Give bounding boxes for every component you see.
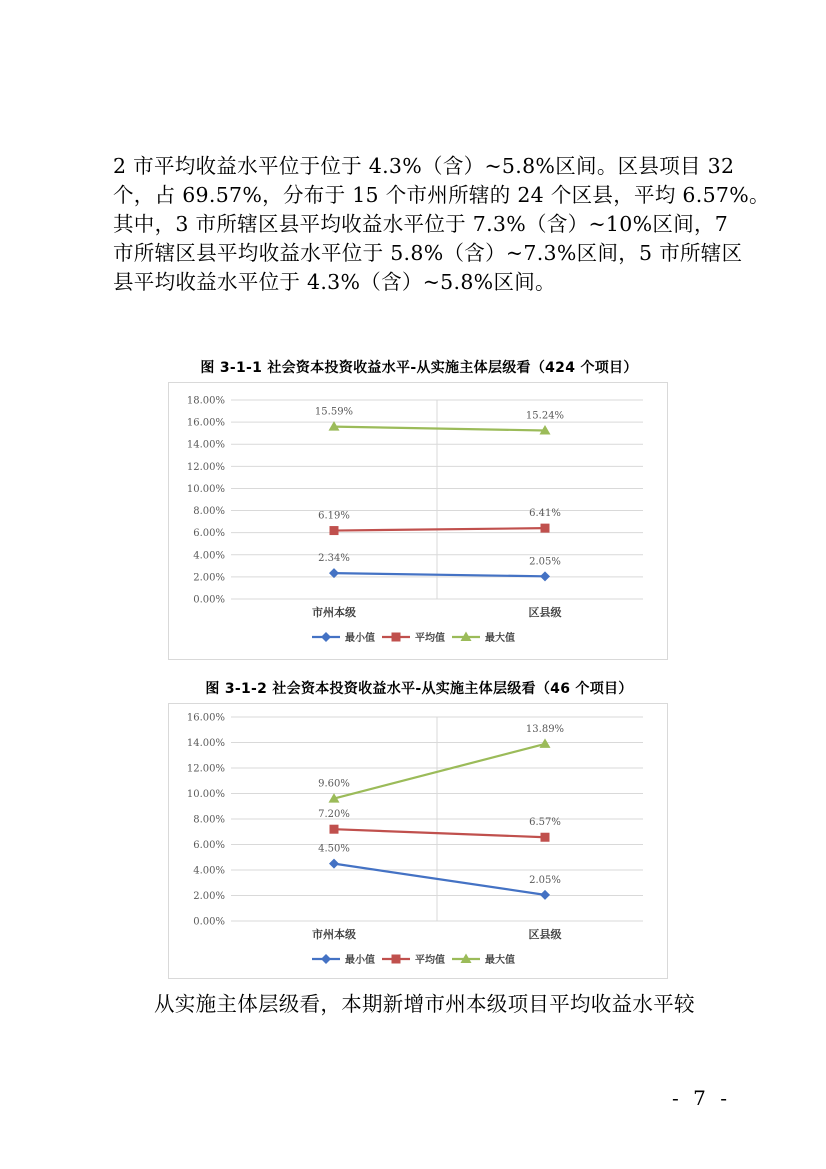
square-marker (330, 526, 339, 535)
data-label: 6.19% (318, 510, 350, 522)
series-line (334, 427, 545, 431)
data-label: 7.20% (318, 809, 350, 821)
diamond-marker (321, 632, 331, 642)
y-tick-label: 6.00% (193, 840, 225, 851)
series-line (334, 864, 545, 895)
series-line (334, 829, 545, 837)
data-label: 2.05% (529, 874, 561, 886)
paragraph-bottom (113, 990, 725, 1019)
data-label: 4.50% (318, 843, 350, 855)
legend-label: 最小值 (345, 633, 375, 644)
paragraph-line: 个，占 69.57%，分布于 15 个市州所辖的 24 个区县，平均 6.57%。 (113, 183, 770, 207)
diamond-marker (321, 954, 331, 964)
legend-label: 最大值 (485, 633, 515, 644)
y-tick-label: 0.00% (193, 916, 225, 928)
data-label: 15.24% (525, 410, 565, 422)
data-label: 6.57% (529, 817, 561, 829)
page-number: - 7 - (672, 1086, 731, 1110)
y-tick-label: 0.00% (193, 594, 225, 606)
y-tick-label: 4.00% (193, 550, 225, 562)
y-tick-label: 2.00% (193, 572, 225, 584)
diamond-marker (329, 859, 339, 869)
square-marker (541, 833, 550, 842)
diamond-marker (540, 890, 550, 900)
y-tick-label: 8.00% (193, 506, 225, 518)
square-marker (392, 955, 401, 964)
figure-1-title: 图 3-1-1 社会资本投资收益水平-从实施主体层级看（424 个项目） (200, 360, 638, 376)
y-tick-label: 12.00% (186, 461, 225, 473)
paragraph-line: 从实施主体层级看，本期新增市州本级项目平均收益水平较 (154, 992, 695, 1016)
y-tick-label: 14.00% (186, 738, 225, 749)
x-tick-label: 市州本级 (312, 606, 356, 619)
data-label: 13.89% (525, 723, 565, 735)
data-label: 2.34% (318, 553, 350, 565)
legend-label: 平均值 (415, 955, 445, 966)
legend-label: 最大值 (485, 955, 515, 966)
x-tick-label: 区县级 (528, 928, 562, 941)
y-tick-label: 2.00% (193, 891, 225, 902)
y-tick-label: 16.00% (186, 712, 225, 724)
square-marker (541, 524, 550, 533)
y-tick-label: 8.00% (193, 814, 225, 826)
data-label: 6.41% (529, 508, 561, 520)
series-line (334, 744, 545, 799)
x-tick-label: 市州本级 (312, 928, 356, 941)
paragraph-line: 市所辖区县平均收益水平位于 5.8%（含）~7.3%区间，5 市所辖区 (113, 241, 743, 265)
series-line (334, 573, 545, 576)
legend-label: 平均值 (415, 633, 445, 644)
square-marker (330, 825, 339, 834)
figure-1-chart (168, 382, 668, 660)
y-tick-label: 16.00% (186, 417, 225, 429)
chart-2-svg (169, 704, 667, 978)
data-label: 15.59% (314, 406, 354, 418)
figure-2-chart (168, 703, 668, 979)
paragraph-top (113, 152, 770, 297)
paragraph-line: 县平均收益水平位于 4.3%（含）~5.8%区间。 (113, 270, 556, 294)
chart-1-svg (169, 383, 667, 659)
data-label: 2.05% (529, 556, 561, 568)
y-tick-label: 14.00% (186, 439, 225, 451)
y-tick-label: 4.00% (193, 865, 225, 877)
square-marker (392, 633, 401, 642)
figure-2-title: 图 3-1-2 社会资本投资收益水平-从实施主体层级看（46 个项目） (205, 681, 633, 697)
paragraph-line: 其中，3 市所辖区县平均收益水平位于 7.3%（含）~10%区间，7 (113, 212, 729, 236)
y-tick-label: 18.00% (186, 395, 225, 407)
y-tick-label: 12.00% (186, 763, 225, 775)
y-tick-label: 10.00% (186, 789, 225, 800)
triangle-marker (540, 738, 551, 748)
series-line (334, 528, 545, 530)
y-tick-label: 10.00% (186, 483, 225, 495)
x-tick-label: 区县级 (528, 606, 562, 619)
data-label: 9.60% (318, 778, 350, 790)
y-tick-label: 6.00% (193, 528, 225, 540)
diamond-marker (540, 571, 550, 581)
paragraph-line: 2 市平均收益水平位于位于 4.3%（含）~5.8%区间。区县项目 32 (113, 154, 735, 178)
legend-label: 最小值 (345, 955, 375, 966)
